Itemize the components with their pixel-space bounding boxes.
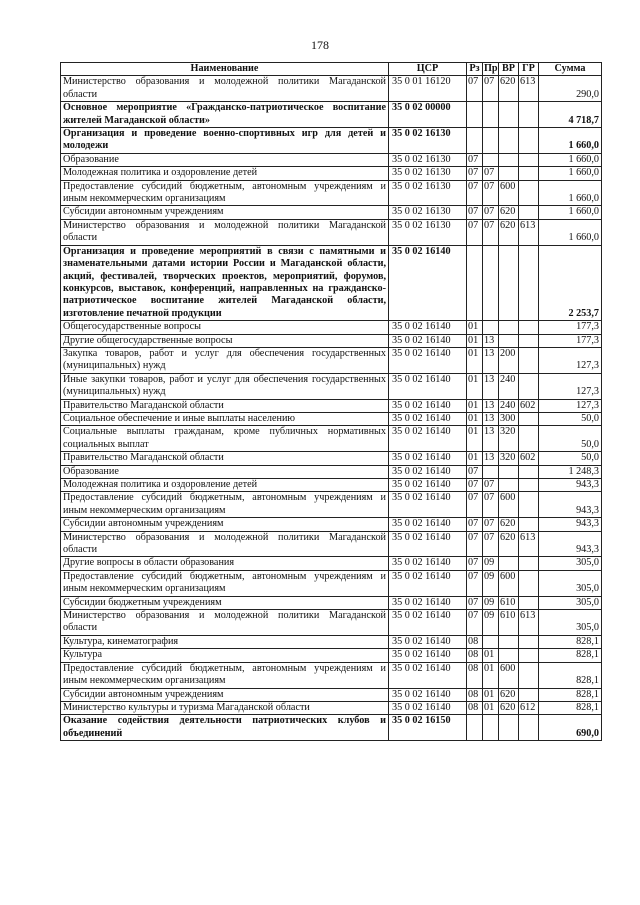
cell-rz: 07 [467, 219, 483, 245]
cell-vr [499, 321, 519, 334]
table-row [61, 465, 602, 478]
cell-csr: 35 0 02 16140 [389, 635, 467, 648]
cell-rz: 07 [467, 479, 483, 492]
header-vr: ВР [499, 63, 519, 76]
page-number: 178 [311, 38, 329, 52]
cell-sum: 828,1 [539, 649, 602, 662]
cell-sum: 828,1 [539, 635, 602, 648]
cell-gr [519, 465, 539, 478]
cell-pr: 07 [483, 479, 499, 492]
cell-name: Общегосударственные вопросы [61, 321, 389, 334]
cell-rz: 08 [467, 649, 483, 662]
cell-pr: 07 [483, 206, 499, 219]
cell-pr: 07 [483, 531, 499, 557]
cell-pr: 01 [483, 662, 499, 688]
cell-csr: 35 0 02 16130 [389, 180, 467, 206]
cell-sum: 305,0 [539, 596, 602, 609]
table-header-row [61, 63, 602, 76]
cell-name: Субсидии бюджетным учреждениям [61, 596, 389, 609]
table-row [61, 347, 602, 373]
cell-sum: 4 718,7 [539, 102, 602, 128]
cell-rz: 07 [467, 180, 483, 206]
cell-vr [499, 167, 519, 180]
cell-csr: 35 0 02 16140 [389, 570, 467, 596]
table-row [61, 479, 602, 492]
cell-csr: 35 0 02 16140 [389, 465, 467, 478]
cell-csr: 35 0 02 16140 [389, 518, 467, 531]
cell-csr: 35 0 02 16140 [389, 334, 467, 347]
cell-pr: 09 [483, 557, 499, 570]
cell-vr [499, 128, 519, 154]
cell-sum: 127,3 [539, 399, 602, 412]
cell-name: Правительство Магаданской области [61, 399, 389, 412]
cell-gr [519, 373, 539, 399]
cell-rz: 01 [467, 452, 483, 465]
cell-rz: 07 [467, 167, 483, 180]
cell-gr [519, 662, 539, 688]
cell-csr: 35 0 02 16130 [389, 206, 467, 219]
table-row [61, 245, 602, 320]
cell-gr [519, 206, 539, 219]
header-name: Наименование [61, 63, 389, 76]
table-row [61, 570, 602, 596]
table-row [61, 531, 602, 557]
cell-sum: 943,3 [539, 518, 602, 531]
table-row [61, 452, 602, 465]
table-row [61, 334, 602, 347]
cell-gr [519, 334, 539, 347]
cell-rz: 01 [467, 334, 483, 347]
cell-sum: 943,3 [539, 531, 602, 557]
cell-gr [519, 180, 539, 206]
cell-pr: 13 [483, 426, 499, 452]
header-pr: Пр [484, 63, 498, 74]
cell-sum: 177,3 [539, 321, 602, 334]
cell-sum: 305,0 [539, 557, 602, 570]
table-row [61, 492, 602, 518]
cell-pr: 09 [483, 596, 499, 609]
table-row [61, 610, 602, 636]
cell-name: Министерство образования и молодежной политики Магаданской области [61, 76, 389, 102]
cell-vr [499, 635, 519, 648]
cell-name: Социальное обеспечение и иные выплаты населению [61, 412, 389, 425]
cell-csr: 35 0 02 16140 [389, 492, 467, 518]
cell-csr: 35 0 02 16140 [389, 596, 467, 609]
cell-gr [519, 128, 539, 154]
table-row [61, 649, 602, 662]
cell-vr: 620 [499, 688, 519, 701]
cell-csr: 35 0 02 16130 [389, 153, 467, 166]
table-row [61, 688, 602, 701]
cell-name: Предоставление субсидий бюджетным, автономным учреждениям и иным некоммерческим организациям [61, 180, 389, 206]
cell-vr: 610 [499, 596, 519, 609]
cell-csr: 35 0 02 16140 [389, 245, 467, 320]
cell-name: Социальные выплаты гражданам, кроме публичных нормативных социальных выплат [61, 426, 389, 452]
cell-vr: 620 [499, 206, 519, 219]
cell-vr [499, 334, 519, 347]
cell-vr: 600 [499, 492, 519, 518]
cell-sum: 50,0 [539, 452, 602, 465]
cell-pr [483, 153, 499, 166]
cell-pr: 13 [483, 452, 499, 465]
cell-name: Другие вопросы в области образования [61, 557, 389, 570]
cell-vr: 620 [499, 531, 519, 557]
cell-csr: 35 0 02 16140 [389, 557, 467, 570]
cell-pr: 01 [483, 701, 499, 714]
cell-gr [519, 245, 539, 320]
cell-rz: 07 [467, 557, 483, 570]
cell-gr: 613 [519, 531, 539, 557]
cell-csr: 35 0 02 16130 [389, 128, 467, 154]
cell-vr: 320 [499, 452, 519, 465]
cell-vr: 320 [499, 426, 519, 452]
table-row [61, 206, 602, 219]
cell-vr [499, 153, 519, 166]
cell-vr: 600 [499, 180, 519, 206]
table-row [61, 662, 602, 688]
cell-rz: 07 [467, 610, 483, 636]
cell-name: Образование [61, 465, 389, 478]
table-row [61, 701, 602, 714]
cell-gr: 613 [519, 610, 539, 636]
cell-rz: 07 [467, 570, 483, 596]
table-row [61, 102, 602, 128]
cell-gr [519, 518, 539, 531]
cell-name: Субсидии автономным учреждениям [61, 206, 389, 219]
cell-sum: 1 660,0 [539, 167, 602, 180]
cell-gr: 602 [519, 452, 539, 465]
cell-csr: 35 0 02 16140 [389, 688, 467, 701]
cell-name: Министерство образования и молодежной политики Магаданской области [61, 531, 389, 557]
cell-name: Министерство образования и молодежной политики Магаданской области [61, 219, 389, 245]
cell-pr: 13 [483, 412, 499, 425]
cell-vr [499, 479, 519, 492]
cell-gr [519, 153, 539, 166]
table-row [61, 180, 602, 206]
cell-vr: 610 [499, 610, 519, 636]
cell-pr [483, 102, 499, 128]
cell-name: Предоставление субсидий бюджетным, автономным учреждениям и иным некоммерческим организациям [61, 662, 389, 688]
cell-name: Основное мероприятие «Гражданско-патриотическое воспитание жителей Магаданской области» [61, 102, 389, 128]
cell-vr [499, 649, 519, 662]
cell-gr: 613 [519, 76, 539, 102]
cell-csr: 35 0 02 16140 [389, 479, 467, 492]
cell-sum: 943,3 [539, 492, 602, 518]
cell-name: Предоставление субсидий бюджетным, автономным учреждениям и иным некоммерческим организациям [61, 570, 389, 596]
cell-pr: 13 [483, 334, 499, 347]
table-row [61, 373, 602, 399]
cell-pr: 09 [483, 570, 499, 596]
cell-name: Организация и проведение мероприятий в связи с памятными и знаменательными датами истории России и Магаданской области, акций, фестивалей, творческих проектов, мероприятий, форумов, конкурсов, выставок, конференций, направленных на гражданско-патриотическое воспитание жителей Магаданской области, изготовление печатной продукции [61, 245, 389, 320]
cell-rz: 07 [467, 153, 483, 166]
cell-pr [483, 245, 499, 320]
cell-pr: 13 [483, 373, 499, 399]
table-row [61, 557, 602, 570]
cell-rz [467, 128, 483, 154]
cell-gr [519, 347, 539, 373]
cell-sum: 2 253,7 [539, 245, 602, 320]
cell-rz: 01 [467, 412, 483, 425]
cell-csr: 35 0 02 16140 [389, 662, 467, 688]
table-row [61, 128, 602, 154]
cell-csr: 35 0 02 16140 [389, 412, 467, 425]
header-sum: Сумма [539, 63, 602, 76]
cell-sum: 1 248,3 [539, 465, 602, 478]
cell-sum: 305,0 [539, 610, 602, 636]
table-row [61, 715, 602, 741]
cell-rz: 01 [467, 426, 483, 452]
cell-gr [519, 688, 539, 701]
cell-sum: 50,0 [539, 426, 602, 452]
cell-gr [519, 635, 539, 648]
cell-gr [519, 479, 539, 492]
table-row [61, 596, 602, 609]
cell-rz: 01 [467, 321, 483, 334]
cell-gr [519, 426, 539, 452]
cell-csr: 35 0 02 16140 [389, 701, 467, 714]
table-row [61, 399, 602, 412]
cell-sum: 828,1 [539, 662, 602, 688]
cell-rz: 08 [467, 635, 483, 648]
cell-vr [499, 465, 519, 478]
cell-name: Министерство культуры и туризма Магаданской области [61, 701, 389, 714]
cell-sum: 177,3 [539, 334, 602, 347]
cell-pr: 07 [483, 167, 499, 180]
cell-rz: 01 [467, 347, 483, 373]
cell-gr [519, 102, 539, 128]
cell-vr: 620 [499, 219, 519, 245]
cell-rz: 07 [467, 206, 483, 219]
table-row [61, 219, 602, 245]
cell-pr [483, 715, 499, 741]
cell-sum: 127,3 [539, 373, 602, 399]
cell-sum: 1 660,0 [539, 128, 602, 154]
table-row [61, 426, 602, 452]
cell-name: Молодежная политика и оздоровление детей [61, 167, 389, 180]
cell-sum: 943,3 [539, 479, 602, 492]
cell-vr: 200 [499, 347, 519, 373]
cell-csr: 35 0 01 16120 [389, 76, 467, 102]
cell-pr: 01 [483, 649, 499, 662]
cell-csr: 35 0 02 16130 [389, 167, 467, 180]
cell-pr [483, 128, 499, 154]
table-row [61, 153, 602, 166]
cell-vr: 620 [499, 76, 519, 102]
budget-table [60, 62, 602, 741]
cell-rz: 07 [467, 518, 483, 531]
cell-vr [499, 715, 519, 741]
cell-name: Правительство Магаданской области [61, 452, 389, 465]
cell-name: Оказание содействия деятельности патриотических клубов и объединений [61, 715, 389, 741]
cell-name: Закупка товаров, работ и услуг для обеспечения государственных (муниципальных) нужд [61, 347, 389, 373]
cell-pr [483, 321, 499, 334]
cell-gr [519, 715, 539, 741]
cell-gr [519, 557, 539, 570]
cell-rz: 01 [467, 399, 483, 412]
cell-sum: 690,0 [539, 715, 602, 741]
cell-name: Другие общегосударственные вопросы [61, 334, 389, 347]
cell-gr [519, 492, 539, 518]
header-gr: ГР [519, 63, 539, 76]
cell-sum: 50,0 [539, 412, 602, 425]
cell-name: Культура [61, 649, 389, 662]
cell-gr [519, 321, 539, 334]
cell-gr [519, 570, 539, 596]
cell-gr [519, 649, 539, 662]
header-csr: ЦСР [389, 63, 467, 76]
cell-sum: 1 660,0 [539, 206, 602, 219]
cell-rz: 07 [467, 531, 483, 557]
cell-vr: 600 [499, 662, 519, 688]
cell-rz [467, 102, 483, 128]
cell-sum: 290,0 [539, 76, 602, 102]
cell-name: Культура, кинематография [61, 635, 389, 648]
table-row [61, 518, 602, 531]
cell-csr: 35 0 02 16140 [389, 426, 467, 452]
table-row [61, 635, 602, 648]
cell-vr: 600 [499, 570, 519, 596]
cell-sum: 1 660,0 [539, 219, 602, 245]
cell-rz: 07 [467, 76, 483, 102]
cell-gr [519, 167, 539, 180]
cell-pr: 07 [483, 219, 499, 245]
cell-rz: 08 [467, 701, 483, 714]
table-row [61, 412, 602, 425]
cell-sum: 1 660,0 [539, 153, 602, 166]
cell-name: Организация и проведение военно-спортивных игр для детей и молодежи [61, 128, 389, 154]
cell-rz: 07 [467, 465, 483, 478]
cell-sum: 305,0 [539, 570, 602, 596]
cell-pr: 13 [483, 399, 499, 412]
cell-csr: 35 0 02 16140 [389, 373, 467, 399]
cell-pr [483, 635, 499, 648]
cell-csr: 35 0 02 16140 [389, 452, 467, 465]
table-row [61, 76, 602, 102]
cell-pr: 13 [483, 347, 499, 373]
cell-rz: 07 [467, 492, 483, 518]
cell-pr: 07 [483, 180, 499, 206]
cell-sum: 127,3 [539, 347, 602, 373]
cell-gr: 613 [519, 219, 539, 245]
table-row [61, 167, 602, 180]
cell-pr: 09 [483, 610, 499, 636]
cell-pr: 07 [483, 492, 499, 518]
cell-gr [519, 412, 539, 425]
table-row [61, 321, 602, 334]
cell-name: Образование [61, 153, 389, 166]
cell-csr: 35 0 02 16140 [389, 321, 467, 334]
cell-csr: 35 0 02 16130 [389, 219, 467, 245]
cell-vr: 620 [499, 518, 519, 531]
cell-vr [499, 102, 519, 128]
cell-csr: 35 0 02 16140 [389, 347, 467, 373]
cell-vr [499, 245, 519, 320]
cell-vr: 240 [499, 373, 519, 399]
cell-gr [519, 596, 539, 609]
cell-rz: 01 [467, 373, 483, 399]
cell-csr: 35 0 02 16140 [389, 399, 467, 412]
cell-gr: 602 [519, 399, 539, 412]
cell-name: Субсидии автономным учреждениям [61, 518, 389, 531]
cell-vr: 300 [499, 412, 519, 425]
cell-vr: 240 [499, 399, 519, 412]
cell-csr: 35 0 02 16140 [389, 610, 467, 636]
cell-csr: 35 0 02 16140 [389, 649, 467, 662]
cell-name: Субсидии автономным учреждениям [61, 688, 389, 701]
cell-csr: 35 0 02 16140 [389, 531, 467, 557]
table-body [61, 76, 602, 741]
cell-vr [499, 557, 519, 570]
header-rz: Рз [467, 63, 483, 76]
cell-name: Предоставление субсидий бюджетным, автономным учреждениям и иным некоммерческим организациям [61, 492, 389, 518]
cell-gr: 612 [519, 701, 539, 714]
cell-pr: 07 [483, 76, 499, 102]
cell-name: Министерство образования и молодежной политики Магаданской области [61, 610, 389, 636]
cell-name: Молодежная политика и оздоровление детей [61, 479, 389, 492]
cell-csr: 35 0 02 00000 [389, 102, 467, 128]
cell-csr: 35 0 02 16150 [389, 715, 467, 741]
cell-rz: 08 [467, 688, 483, 701]
cell-sum: 828,1 [539, 701, 602, 714]
cell-pr [483, 465, 499, 478]
cell-pr: 07 [483, 518, 499, 531]
cell-sum: 1 660,0 [539, 180, 602, 206]
cell-sum: 828,1 [539, 688, 602, 701]
cell-rz: 07 [467, 596, 483, 609]
cell-rz [467, 715, 483, 741]
cell-rz: 08 [467, 662, 483, 688]
cell-rz [467, 245, 483, 320]
cell-vr: 620 [499, 701, 519, 714]
cell-pr: 01 [483, 688, 499, 701]
cell-name: Иные закупки товаров, работ и услуг для обеспечения государственных (муниципальных) нужд [61, 373, 389, 399]
